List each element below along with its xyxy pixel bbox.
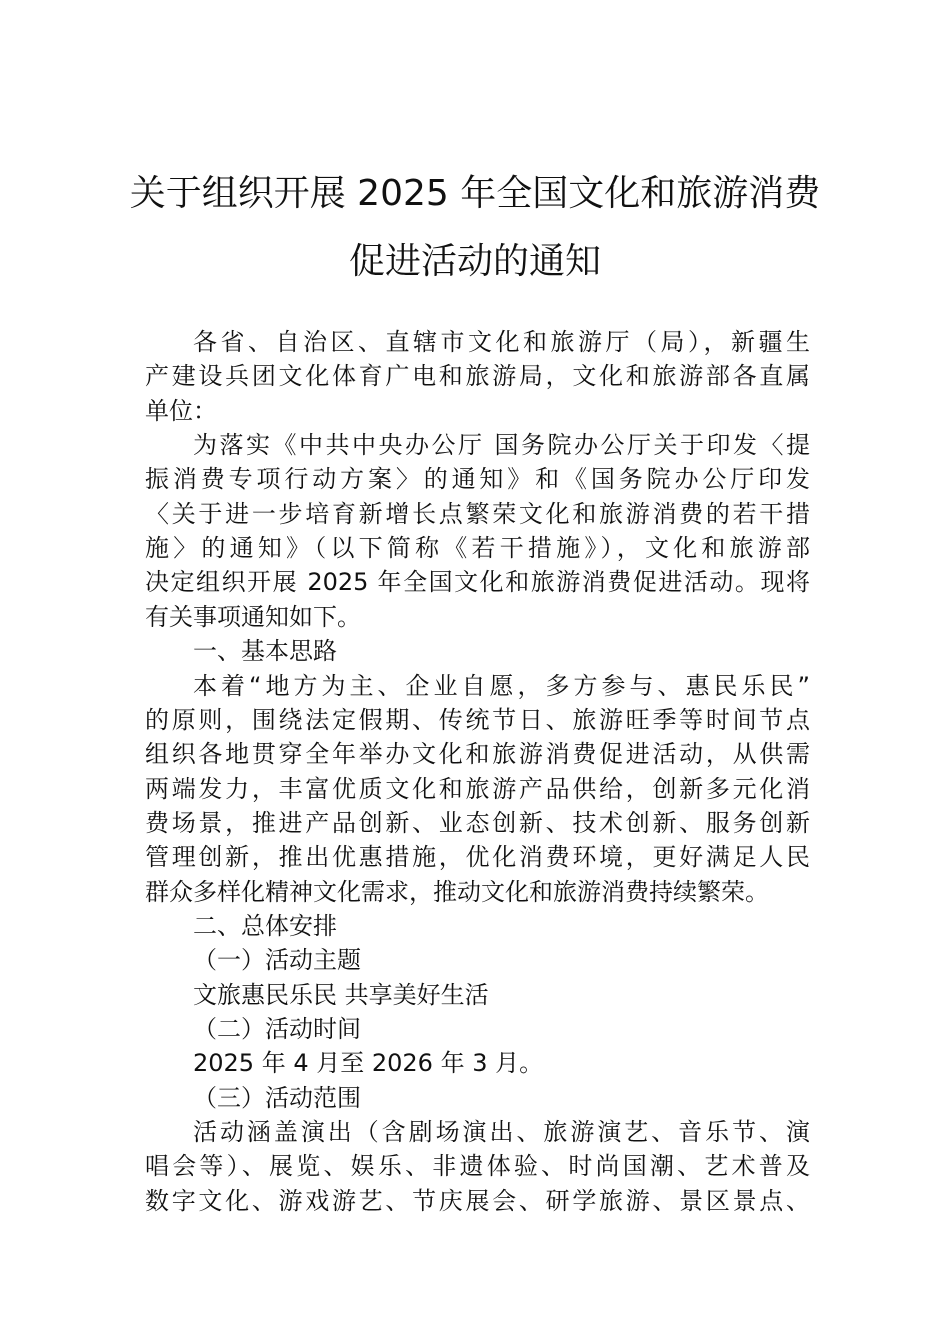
body-line: 的原则，围绕法定假期、传统节日、旅游旺季等时间节点 — [145, 705, 810, 734]
body-line: 活动涵盖演出（含剧场演出、旅游演艺、音乐节、演 — [193, 1118, 810, 1147]
body-line: （一）活动主题 — [193, 946, 361, 975]
body-line: 二、总体安排 — [193, 911, 337, 940]
body-line: 唱会等）、展览、娱乐、非遗体验、时尚国潮、艺术普及 — [145, 1152, 810, 1181]
body-line: 单位： — [145, 396, 217, 425]
body-line: 决定组织开展 2025 年全国文化和旅游消费促进活动。现将 — [145, 568, 810, 597]
document-title-line-1: 关于组织开展 2025 年全国文化和旅游消费 — [129, 173, 821, 214]
body-line: 管理创新，推出优惠措施，优化消费环境，更好满足人民 — [145, 843, 810, 872]
body-line: 两端发力，丰富优质文化和旅游产品供给，创新多元化消 — [145, 774, 810, 803]
body-line: 组织各地贯穿全年举办文化和旅游消费促进活动，从供需 — [145, 740, 810, 769]
body-line: 2025 年 4 月至 2026 年 3 月。 — [193, 1049, 544, 1078]
body-line: （二）活动时间 — [193, 1015, 361, 1043]
body-line: 各省、自治区、直辖市文化和旅游厅（局），新疆生 — [193, 328, 810, 356]
body-line: 费场景，推进产品创新、业态创新、技术创新、服务创新 — [145, 808, 810, 837]
body-line: 振消费专项行动方案〉的通知》和《国务院办公厅印发 — [145, 465, 810, 494]
body-line: 施〉的通知》（以下简称《若干措施》），文化和旅游部 — [145, 534, 810, 563]
body-line: 产建设兵团文化体育广电和旅游局，文化和旅游部各直属 — [145, 362, 810, 391]
body-line: 群众多样化精神文化需求，推动文化和旅游消费持续繁荣。 — [145, 877, 769, 906]
body-line: 文旅惠民乐民 共享美好生活 — [193, 980, 489, 1009]
document-title-line-2: 促进活动的通知 — [348, 241, 601, 282]
body-line: （三）活动范围 — [193, 1083, 361, 1112]
body-line: 〈关于进一步培育新增长点繁荣文化和旅游消费的若干措 — [145, 499, 810, 528]
body-line: 数字文化、游戏游艺、节庆展会、研学旅游、景区景点、 — [145, 1186, 810, 1215]
body-line: 本着“地方为主、企业自愿，多方参与、惠民乐民” — [193, 671, 810, 700]
body-line: 为落实《中共中央办公厅 国务院办公厅关于印发〈提 — [193, 431, 810, 460]
body-line: 有关事项通知如下。 — [145, 602, 361, 631]
body-line: 一、基本思路 — [193, 637, 337, 666]
